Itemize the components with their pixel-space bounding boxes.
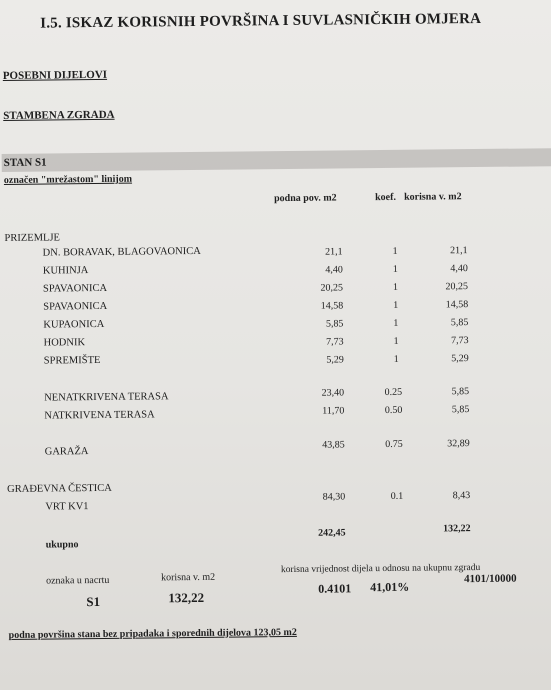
room-useful: 21,1 (450, 245, 468, 257)
highlight-band (2, 148, 551, 172)
room-coef: 1 (393, 335, 399, 347)
terrace-area: 11,70 (322, 405, 345, 417)
room-name: SPAVAONICA (43, 300, 108, 313)
total-label: ukupno (45, 539, 79, 551)
room-area: 4,40 (325, 264, 343, 276)
footer-note: podna površina stana bez pripadaka i sporednih dijelova 123,05 m2 (8, 626, 297, 641)
mark-label: oznaka u nacrtu (46, 574, 110, 587)
terrace-useful: 5,85 (451, 386, 470, 398)
garage-useful: 32,89 (447, 438, 470, 450)
room-coef: 1 (393, 299, 399, 311)
useful-value: 132,22 (168, 589, 205, 606)
room-name: HODNIK (43, 337, 86, 349)
terrace-name: NENATKRIVENA TERASA (44, 391, 169, 404)
room-area: 14,58 (320, 300, 344, 312)
room-coef: 1 (392, 245, 398, 257)
room-area: 20,25 (320, 282, 344, 294)
col-header-useful: korisna v. m2 (404, 191, 462, 203)
col-header-coef: koef. (375, 191, 396, 204)
ratio-fraction: 4101/10000 (464, 572, 517, 586)
room-area: 7,73 (326, 336, 344, 348)
room-area: 5,85 (325, 318, 344, 330)
room-name: SPAVAONICA (42, 282, 108, 295)
ratio-decimal: 0.4101 (318, 581, 352, 596)
group-prizemlje: PRIZEMLJE (4, 232, 60, 244)
room-useful: 5,85 (450, 317, 469, 329)
total-area: 242,45 (318, 527, 346, 539)
room-useful: 20,25 (445, 281, 469, 293)
room-area: 21,1 (325, 246, 343, 258)
ratio-label: korisna vrijednost dijela u odnosu na ukupnu zgradu (280, 563, 481, 576)
garden-name: VRT KV1 (45, 501, 89, 513)
room-useful: 4,40 (450, 263, 468, 275)
room-area: 5,29 (326, 354, 344, 366)
useful-label: korisna v. m2 (161, 571, 216, 584)
garage-coef: 0.75 (385, 438, 403, 450)
terrace-coef: 0.50 (384, 404, 403, 416)
garage-name: GARAŽA (44, 446, 89, 458)
terrace-name: NATKRIVENA TERASA (44, 409, 155, 422)
room-useful: 5,29 (451, 353, 469, 365)
garden-area: 84,30 (322, 491, 346, 503)
total-useful: 132,22 (443, 523, 471, 535)
terrace-useful: 5,85 (451, 404, 470, 416)
room-coef: 1 (393, 353, 399, 365)
room-coef: 1 (393, 317, 399, 329)
mark-value: S1 (86, 593, 101, 610)
col-header-area: podna pov. m2 (274, 192, 337, 205)
room-name: KUPAONICA (43, 318, 105, 331)
room-useful: 7,73 (451, 335, 469, 347)
section-posebni-dijelovi: POSEBNI DIJELOVI (2, 68, 108, 82)
terrace-coef: 0.25 (384, 386, 403, 398)
stan-heading: STAN S1 (3, 156, 47, 169)
room-name: SPREMIŠTE (43, 354, 101, 367)
stan-note: označen "mrežastom" linijom (3, 173, 133, 186)
group-gradevna-cestica: GRAĐEVNA ČESTICA (7, 482, 112, 495)
garden-coef: 0.1 (390, 490, 404, 502)
terrace-area: 23,40 (321, 387, 345, 399)
room-coef: 1 (392, 263, 398, 275)
room-useful: 14,58 (445, 299, 469, 311)
room-name: DN. BORAVAK, BLAGOVAONICA (42, 245, 201, 259)
ratio-percent: 41,01% (370, 579, 410, 595)
garden-useful: 8,43 (452, 490, 471, 502)
garage-area: 43,85 (322, 439, 345, 451)
document-title: I.5. ISKAZ KORISNIH POVRŠINA I SUVLASNIČKIH OMJERA (40, 10, 482, 32)
room-name: KUHINJA (42, 265, 89, 277)
room-coef: 1 (392, 281, 399, 293)
section-stambena-zgrada: STAMBENA ZGRADA (3, 108, 115, 122)
